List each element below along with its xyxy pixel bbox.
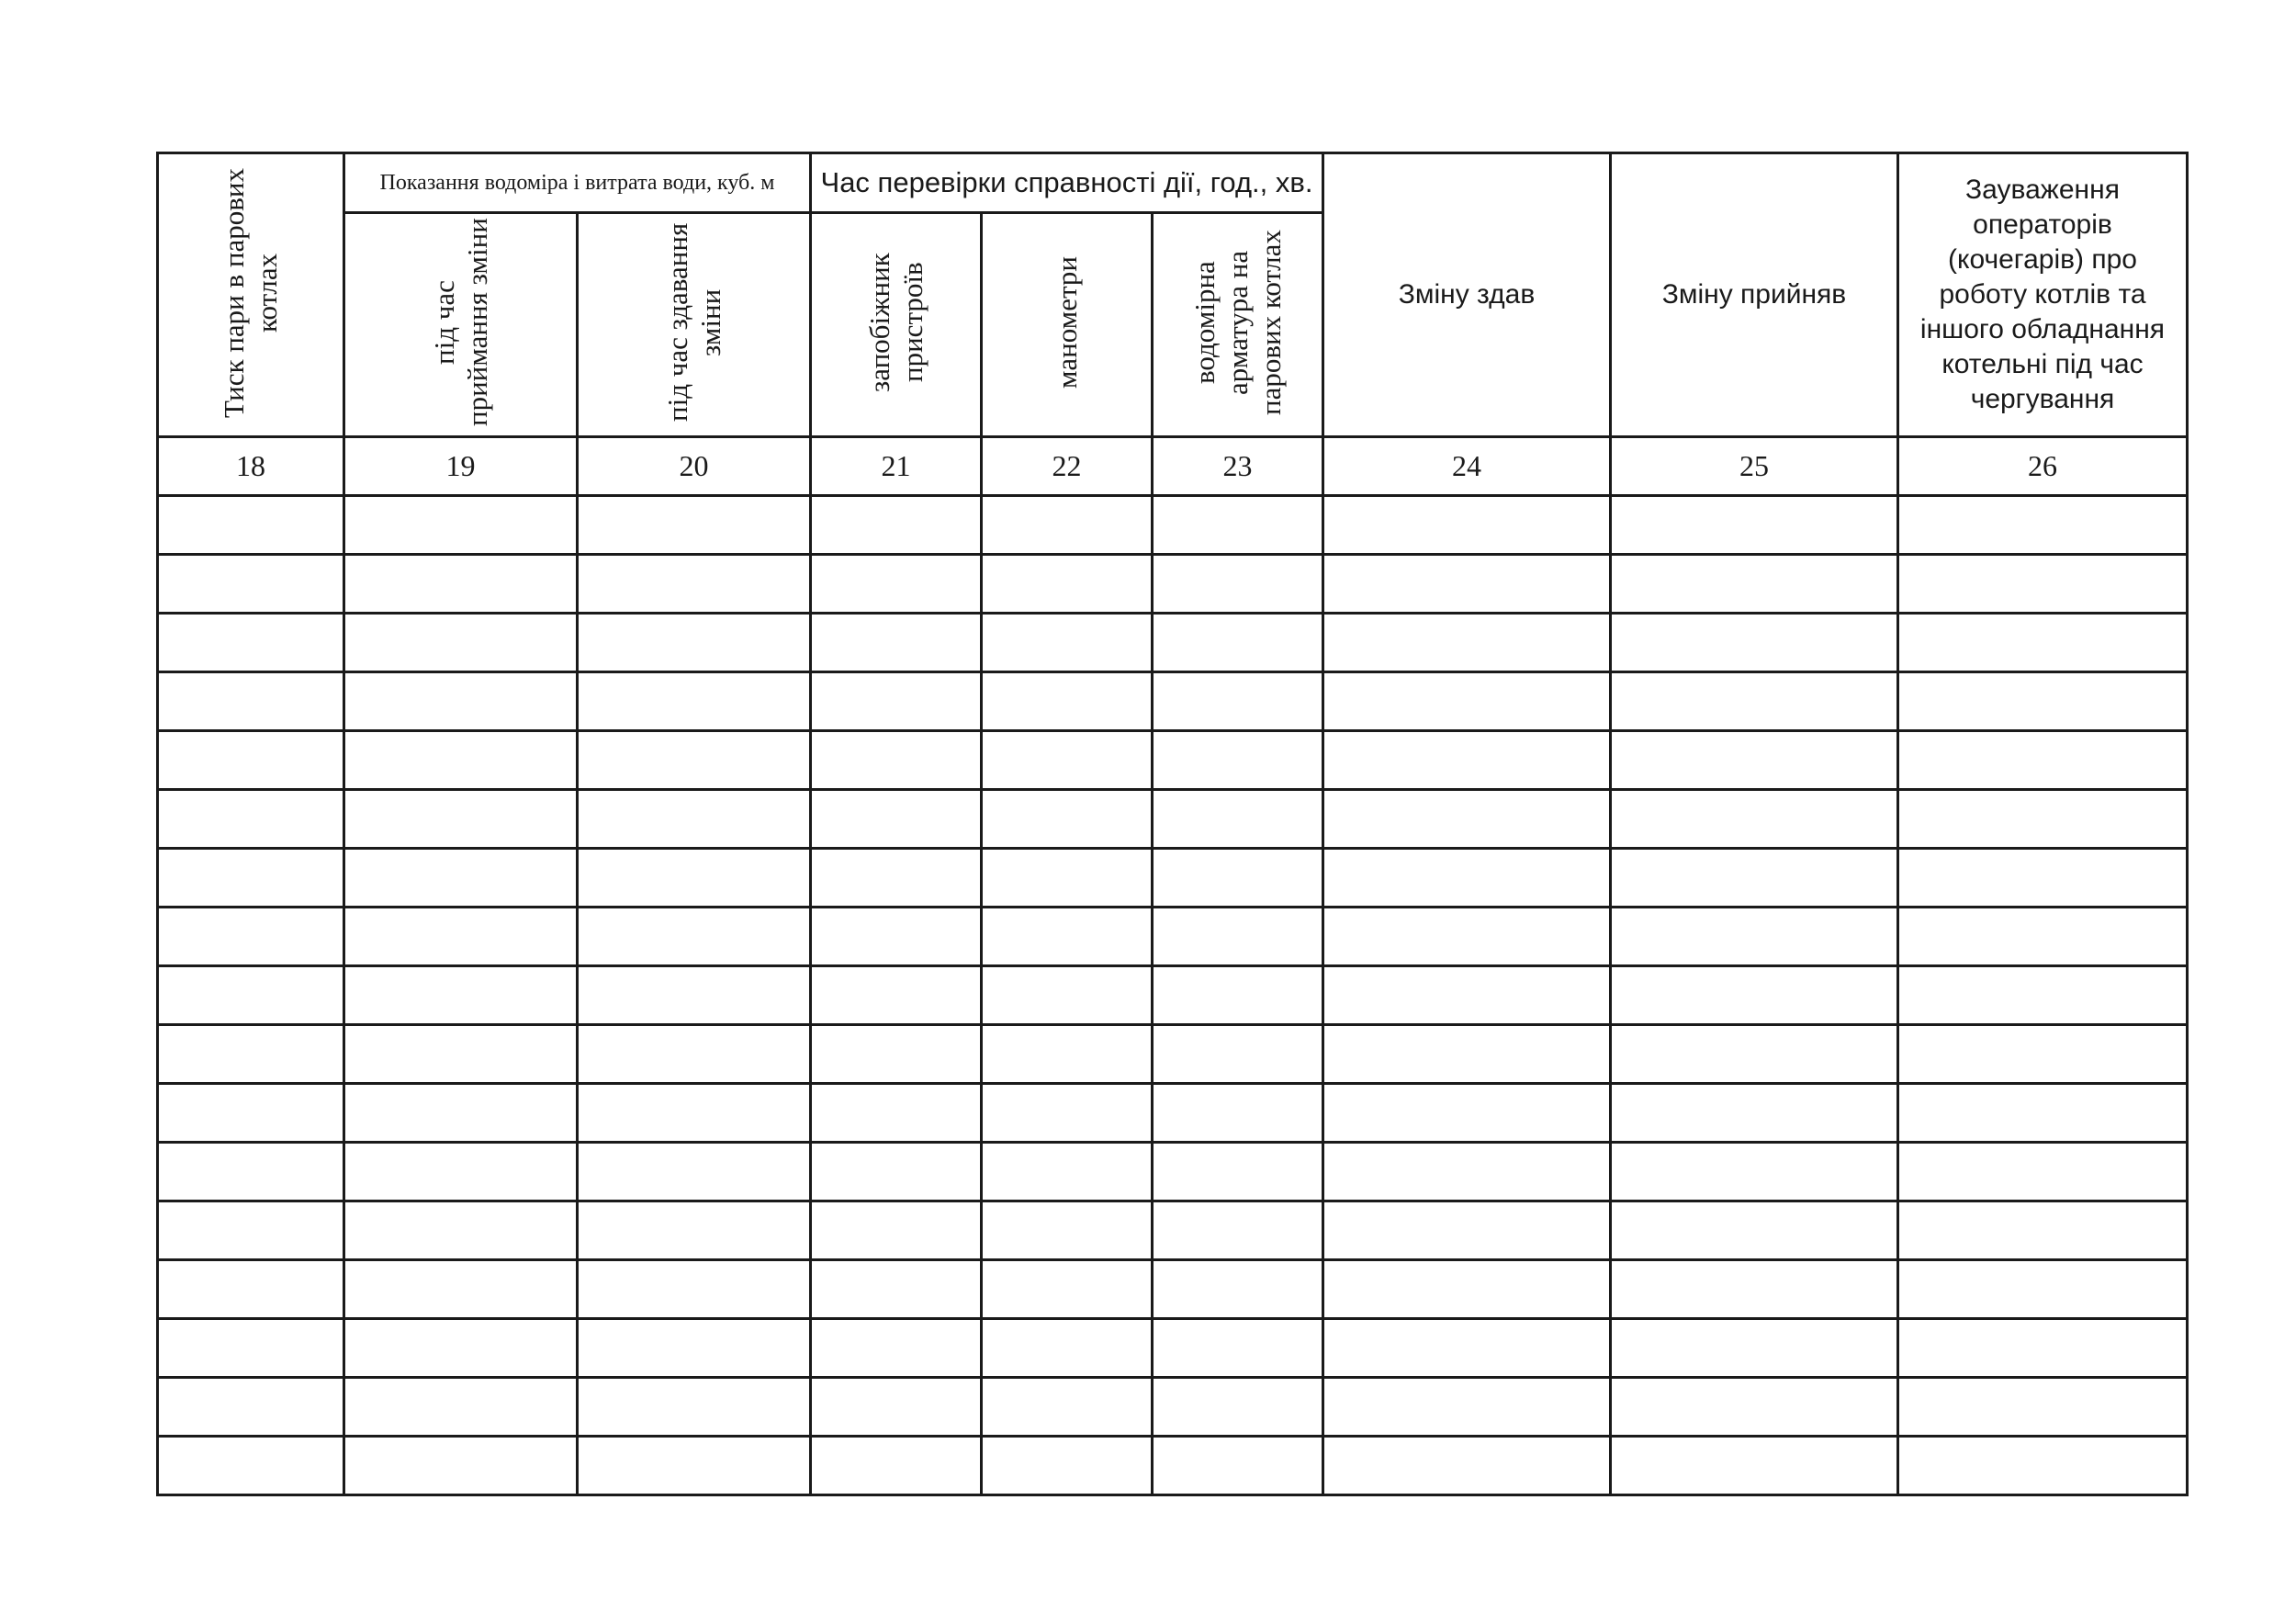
entry-cell[interactable]	[1323, 1437, 1611, 1495]
entry-cell[interactable]	[982, 966, 1153, 1025]
entry-cell[interactable]	[344, 1437, 578, 1495]
entry-cell[interactable]	[1323, 496, 1611, 555]
entry-cell[interactable]	[1898, 908, 2188, 966]
entry-cell[interactable]	[578, 614, 811, 672]
entry-cell[interactable]	[158, 1319, 344, 1378]
entry-cell[interactable]	[1153, 1084, 1323, 1143]
entry-cell[interactable]	[158, 1025, 344, 1084]
entry-cell[interactable]	[158, 1084, 344, 1143]
entry-cell[interactable]	[982, 731, 1153, 790]
table-row	[158, 672, 2188, 731]
entry-cell[interactable]	[982, 1319, 1153, 1378]
entry-cell[interactable]	[578, 908, 811, 966]
entry-cell[interactable]	[982, 1143, 1153, 1201]
entry-cell[interactable]	[344, 1319, 578, 1378]
table-row	[158, 1260, 2188, 1319]
entry-cell[interactable]	[158, 672, 344, 731]
entry-cell[interactable]	[578, 496, 811, 555]
entry-cell[interactable]	[811, 1143, 982, 1201]
entry-cell[interactable]	[811, 908, 982, 966]
entry-cell[interactable]	[811, 1260, 982, 1319]
entry-cell[interactable]	[344, 1260, 578, 1319]
table-row	[158, 908, 2188, 966]
entry-cell[interactable]	[1898, 1084, 2188, 1143]
entry-cell[interactable]	[811, 496, 982, 555]
entry-cell[interactable]	[1153, 1260, 1323, 1319]
entry-cell[interactable]	[344, 1143, 578, 1201]
entry-cell[interactable]	[1153, 849, 1323, 908]
entry-cell[interactable]	[811, 1201, 982, 1260]
entry-cell[interactable]	[578, 672, 811, 731]
entry-cell[interactable]	[811, 731, 982, 790]
entry-cell[interactable]	[158, 1201, 344, 1260]
entry-cell[interactable]	[811, 849, 982, 908]
entry-cell[interactable]	[578, 1143, 811, 1201]
entry-cell[interactable]	[344, 555, 578, 614]
entry-cell[interactable]	[1898, 496, 2188, 555]
entry-cell[interactable]	[1611, 1378, 1898, 1437]
entry-cell[interactable]	[344, 496, 578, 555]
entry-cell[interactable]	[1323, 1025, 1611, 1084]
header-water-meter-group: Показання водоміра і витрата води, куб. м	[344, 153, 811, 213]
entry-cell[interactable]	[1898, 1378, 2188, 1437]
table-row	[158, 790, 2188, 849]
entry-cell[interactable]	[982, 1260, 1153, 1319]
entry-cell[interactable]	[1611, 908, 1898, 966]
entry-cell[interactable]	[1323, 1319, 1611, 1378]
table-row	[158, 614, 2188, 672]
header-shift-accepted: Зміну прийняв	[1611, 153, 1898, 437]
entry-cell[interactable]	[1153, 555, 1323, 614]
table-row	[158, 731, 2188, 790]
entry-cell[interactable]	[344, 731, 578, 790]
entry-cell[interactable]	[344, 966, 578, 1025]
entry-cell[interactable]	[1153, 496, 1323, 555]
entry-cell[interactable]	[1323, 1143, 1611, 1201]
entry-cell[interactable]	[1323, 1201, 1611, 1260]
column-number: 19	[344, 437, 578, 496]
entry-cell[interactable]	[982, 908, 1153, 966]
entry-cell[interactable]	[1898, 966, 2188, 1025]
entry-cell[interactable]	[1323, 908, 1611, 966]
entry-cell[interactable]	[1898, 1201, 2188, 1260]
entry-cell[interactable]	[1153, 1437, 1323, 1495]
entry-cell[interactable]	[1898, 1319, 2188, 1378]
entry-cell[interactable]	[158, 1437, 344, 1495]
entry-cell[interactable]	[1611, 614, 1898, 672]
header-at-shift-handover: під час здавання зміни	[578, 213, 811, 437]
entry-cell[interactable]	[1898, 614, 2188, 672]
entry-cell[interactable]	[811, 966, 982, 1025]
shift-log-table	[156, 152, 2189, 1496]
entry-cell[interactable]	[1611, 1025, 1898, 1084]
entry-cell[interactable]	[344, 614, 578, 672]
entry-cell[interactable]	[1898, 1437, 2188, 1495]
table-row	[158, 849, 2188, 908]
entry-cell[interactable]	[1153, 966, 1323, 1025]
entry-cell[interactable]	[811, 1378, 982, 1437]
entry-cell[interactable]	[982, 672, 1153, 731]
table-row	[158, 1319, 2188, 1378]
entry-cell[interactable]	[1153, 790, 1323, 849]
entry-cell[interactable]	[1323, 555, 1611, 614]
entry-cell[interactable]	[1611, 1143, 1898, 1201]
header-at-shift-acceptance: під час приймання зміни	[344, 213, 578, 437]
entry-cell[interactable]	[982, 555, 1153, 614]
entry-cell[interactable]	[344, 1201, 578, 1260]
entry-cell[interactable]	[811, 614, 982, 672]
column-number: 18	[158, 437, 344, 496]
entry-cell[interactable]	[1611, 966, 1898, 1025]
entry-cell[interactable]	[1898, 790, 2188, 849]
entry-cell[interactable]	[344, 1025, 578, 1084]
entry-cell[interactable]	[1153, 1025, 1323, 1084]
entry-cell[interactable]	[1153, 908, 1323, 966]
entry-cell[interactable]	[982, 1084, 1153, 1143]
header-safety-devices: запобіжник пристроїв	[811, 213, 982, 437]
table-row	[158, 1084, 2188, 1143]
entry-cell[interactable]	[158, 790, 344, 849]
entry-cell[interactable]	[578, 731, 811, 790]
column-number: 24	[1323, 437, 1611, 496]
table-row	[158, 1143, 2188, 1201]
entry-cell[interactable]	[1898, 672, 2188, 731]
entry-cell[interactable]	[1323, 849, 1611, 908]
table-row	[158, 1025, 2188, 1084]
entry-cell[interactable]	[158, 731, 344, 790]
entry-cell[interactable]	[1611, 1084, 1898, 1143]
entry-cell[interactable]	[1611, 555, 1898, 614]
entry-cell[interactable]	[982, 849, 1153, 908]
entry-cell[interactable]	[158, 1378, 344, 1437]
entry-cell[interactable]	[578, 1201, 811, 1260]
entry-cell[interactable]	[1323, 1084, 1611, 1143]
column-number: 21	[811, 437, 982, 496]
entry-cell[interactable]	[1611, 1201, 1898, 1260]
header-shift-handed-over: Зміну здав	[1323, 153, 1611, 437]
column-number: 20	[578, 437, 811, 496]
column-number: 26	[1898, 437, 2188, 496]
entry-cell[interactable]	[982, 496, 1153, 555]
entry-cell[interactable]	[158, 908, 344, 966]
entry-cell[interactable]	[344, 672, 578, 731]
entry-cell[interactable]	[158, 496, 344, 555]
entry-cell[interactable]	[811, 790, 982, 849]
entry-cell[interactable]	[578, 790, 811, 849]
entry-cell[interactable]	[1323, 1260, 1611, 1319]
entry-cell[interactable]	[982, 790, 1153, 849]
column-number-row	[158, 437, 2188, 496]
entry-cell[interactable]	[811, 1437, 982, 1495]
entry-rows	[158, 496, 2188, 1495]
entry-cell[interactable]	[158, 555, 344, 614]
header-water-gauge-fittings: водомірна арматура на парових котлах	[1153, 213, 1323, 437]
table-row	[158, 1201, 2188, 1260]
entry-cell[interactable]	[982, 1437, 1153, 1495]
entry-cell[interactable]	[578, 849, 811, 908]
entry-cell[interactable]	[1153, 1319, 1323, 1378]
entry-cell[interactable]	[1611, 1260, 1898, 1319]
entry-cell[interactable]	[811, 1084, 982, 1143]
entry-cell[interactable]	[811, 1319, 982, 1378]
header-check-time-group: Час перевірки справності дії, год., хв.	[811, 153, 1323, 213]
table-row	[158, 966, 2188, 1025]
entry-cell[interactable]	[1611, 672, 1898, 731]
entry-cell[interactable]	[578, 555, 811, 614]
entry-cell[interactable]	[1611, 496, 1898, 555]
entry-cell[interactable]	[1153, 614, 1323, 672]
entry-cell[interactable]	[158, 614, 344, 672]
entry-cell[interactable]	[344, 908, 578, 966]
entry-cell[interactable]	[1323, 731, 1611, 790]
table-row	[158, 496, 2188, 555]
entry-cell[interactable]	[1153, 1378, 1323, 1437]
entry-cell[interactable]	[982, 1201, 1153, 1260]
entry-cell[interactable]	[344, 849, 578, 908]
entry-cell[interactable]	[1323, 1378, 1611, 1437]
entry-cell[interactable]	[1898, 1143, 2188, 1201]
entry-cell[interactable]	[1898, 731, 2188, 790]
entry-cell[interactable]	[578, 1260, 811, 1319]
table-row	[158, 1437, 2188, 1495]
header-row-top	[158, 153, 2188, 213]
entry-cell[interactable]	[1153, 672, 1323, 731]
entry-cell[interactable]	[811, 555, 982, 614]
entry-cell[interactable]	[158, 1143, 344, 1201]
entry-cell[interactable]	[1153, 1143, 1323, 1201]
entry-cell[interactable]	[1611, 1437, 1898, 1495]
entry-cell[interactable]	[1323, 790, 1611, 849]
entry-cell[interactable]	[578, 1319, 811, 1378]
entry-cell[interactable]	[1898, 555, 2188, 614]
entry-cell[interactable]	[1611, 731, 1898, 790]
entry-cell[interactable]	[158, 1260, 344, 1319]
entry-cell[interactable]	[158, 849, 344, 908]
entry-cell[interactable]	[344, 790, 578, 849]
column-number: 23	[1153, 437, 1323, 496]
entry-cell[interactable]	[578, 1084, 811, 1143]
entry-cell[interactable]	[578, 966, 811, 1025]
entry-cell[interactable]	[578, 1378, 811, 1437]
entry-cell[interactable]	[578, 1437, 811, 1495]
header-manometers: манометри	[982, 213, 1153, 437]
entry-cell[interactable]	[344, 1084, 578, 1143]
entry-cell[interactable]	[811, 672, 982, 731]
entry-cell[interactable]	[1153, 731, 1323, 790]
entry-cell[interactable]	[158, 966, 344, 1025]
entry-cell[interactable]	[982, 1025, 1153, 1084]
entry-cell[interactable]	[1323, 966, 1611, 1025]
column-number: 25	[1611, 437, 1898, 496]
entry-cell[interactable]	[982, 614, 1153, 672]
entry-cell[interactable]	[578, 1025, 811, 1084]
entry-cell[interactable]	[344, 1378, 578, 1437]
header-operator-remarks: Зауваження операторів (кочегарів) про роботу котлів та іншого обладнання котельні під час чергування	[1898, 153, 2188, 437]
entry-cell[interactable]	[982, 1378, 1153, 1437]
entry-cell[interactable]	[1323, 672, 1611, 731]
entry-cell[interactable]	[811, 1025, 982, 1084]
header-steam-pressure: Тиск пари в парових котлах	[158, 153, 344, 437]
table-row	[158, 555, 2188, 614]
entry-cell[interactable]	[1611, 849, 1898, 908]
entry-cell[interactable]	[1611, 790, 1898, 849]
entry-cell[interactable]	[1323, 614, 1611, 672]
entry-cell[interactable]	[1898, 1260, 2188, 1319]
entry-cell[interactable]	[1898, 1025, 2188, 1084]
column-number: 22	[982, 437, 1153, 496]
entry-cell[interactable]	[1611, 1319, 1898, 1378]
entry-cell[interactable]	[1898, 849, 2188, 908]
table-row	[158, 1378, 2188, 1437]
entry-cell[interactable]	[1153, 1201, 1323, 1260]
